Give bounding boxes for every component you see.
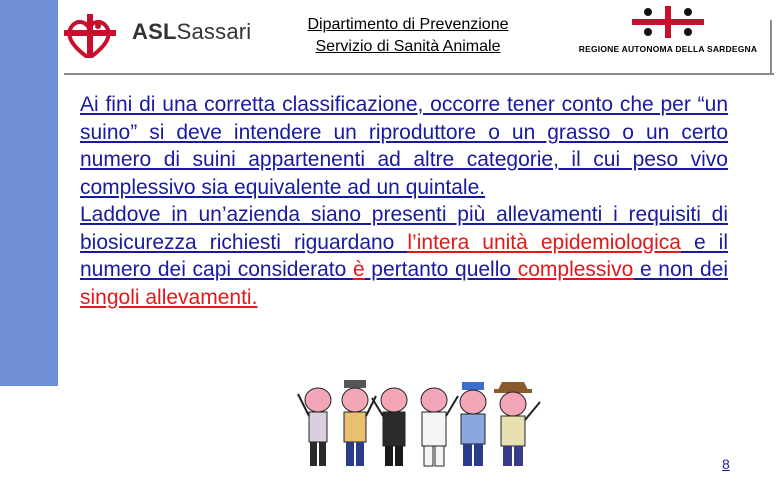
header-right-divider — [770, 20, 772, 74]
asl-sassari-logo — [62, 10, 252, 58]
pig-farmer-5 — [460, 382, 486, 466]
pig-farmer-4 — [421, 388, 458, 466]
service-name: Servizio di Sanità Animale — [315, 38, 501, 55]
pig-farmer-6 — [494, 382, 540, 466]
pig-farmer-2 — [342, 380, 376, 466]
paragraph-1: Ai fini di una corretta classificazione, occorre tener conto che per “un suino” si deve intendere un riproduttore o un grasso o un certo numero di suini appartenenti ad altre categorie, il cui peso vivo complessivo sia equivalente ad un quintale. — [80, 93, 728, 199]
region-label: REGIONE AUTONOMA DELLA SARDEGNA — [578, 44, 758, 54]
pig-farmers-illustration — [296, 380, 556, 480]
pig-farmer-1 — [298, 388, 331, 466]
department-heading — [278, 14, 538, 58]
body-text — [80, 91, 728, 311]
region-logo — [568, 6, 768, 60]
pig-farmer-3 — [372, 388, 407, 466]
sardinia-flag-icon — [632, 6, 704, 38]
header-divider — [64, 73, 774, 75]
left-accent-bar — [0, 0, 58, 386]
asl-cross-heart-icon — [62, 10, 124, 60]
page-number: 8 — [722, 456, 730, 472]
department-name: Dipartimento di Prevenzione — [307, 16, 509, 33]
logo-text: ASLSassari — [132, 19, 252, 44]
paragraph-2: Laddove in un’azienda siano presenti più allevamenti i requisiti di biosicurezza richiesti riguardano l’intera unità epidemiologica e il numero dei capi considerato è pertanto quello complessivo e non dei singoli allevamenti. — [80, 203, 728, 309]
